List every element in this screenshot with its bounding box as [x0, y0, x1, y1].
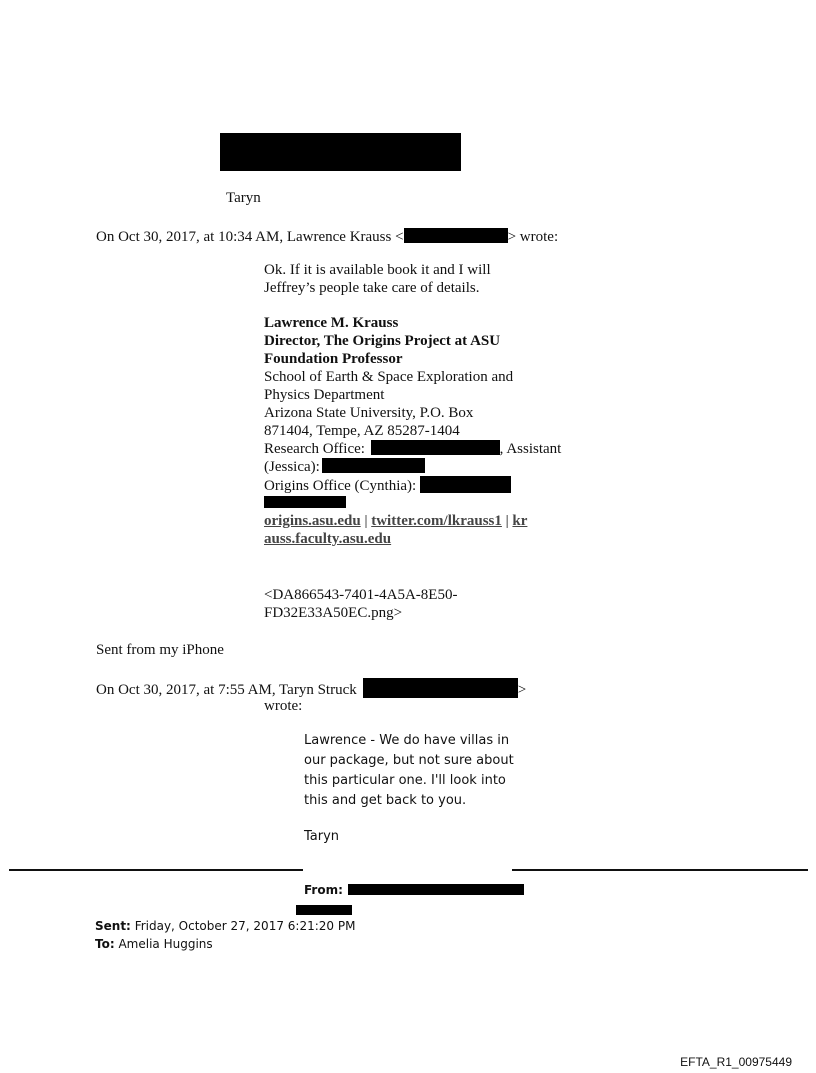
to-value: Amelia Huggins — [118, 937, 213, 951]
link-separator: | — [505, 513, 509, 529]
redacted-sender — [348, 884, 524, 895]
redacted-email — [404, 228, 508, 243]
attachment-name: FD32E33A50EC.png> — [264, 605, 403, 621]
signature-title: Foundation Professor — [264, 351, 403, 367]
signature-line: School of Earth & Space Exploration and — [264, 369, 514, 385]
origins-link[interactable]: origins.asu.edu — [264, 513, 361, 529]
sent-value: Friday, October 27, 2017 6:21:20 PM — [134, 919, 356, 933]
reply-header-prefix: On Oct 30, 2017, at 10:34 AM, Lawrence Krauss < — [96, 229, 404, 245]
sender-name-top: Taryn — [226, 190, 261, 206]
redacted-phone — [371, 440, 500, 455]
signature-line: Physics Department — [264, 387, 385, 403]
sent-from-line: Sent from my iPhone — [96, 642, 224, 658]
origins-office-label: Origins Office (Cynthia): — [264, 478, 417, 494]
original-to-row — [95, 935, 213, 953]
jessica-label: (Jessica): — [264, 459, 320, 475]
from-label: From: — [304, 883, 343, 897]
reply-header-suffix: > wrote: — [507, 229, 559, 245]
redacted-sender-continued — [296, 905, 352, 915]
signature-title: Director, The Origins Project at ASU — [264, 333, 501, 349]
sent-label: Sent: — [95, 919, 131, 933]
attachment-name: <DA866543-7401-4A5A-8E50- — [264, 587, 458, 603]
redacted-email — [264, 496, 346, 508]
reply-body-line: Jeffrey’s people take care of details. — [264, 280, 480, 296]
original-sent-row — [95, 917, 355, 935]
reply-body-line: Lawrence - We do have villas in — [304, 733, 510, 748]
signature-research-office — [264, 440, 564, 458]
assistant-label: , Assistant — [499, 441, 562, 457]
reply-header-suffix: > — [517, 682, 527, 698]
faculty-link-part1[interactable]: kr — [512, 513, 528, 529]
signature-origins-office — [264, 476, 564, 494]
original-from-row — [304, 881, 524, 899]
redacted-phone — [322, 458, 425, 473]
signature-jessica — [264, 458, 564, 476]
twitter-link[interactable]: twitter.com/lkrauss1 — [371, 513, 502, 529]
signature-redacted-email-row — [264, 494, 564, 512]
signature-name: Lawrence M. Krauss — [264, 315, 399, 331]
redaction-block-top — [220, 133, 461, 171]
reply-header-krauss — [96, 228, 558, 246]
signature-links — [264, 512, 564, 530]
reply-signoff: Taryn — [304, 829, 340, 844]
reply-body-line: our package, but not sure about — [304, 753, 514, 768]
signature-line: 871404, Tempe, AZ 85287-1404 — [264, 423, 460, 439]
research-office-label: Research Office: — [264, 441, 365, 457]
redacted-email — [363, 678, 518, 698]
divider-right — [512, 869, 808, 871]
reply-body-line: Ok. If it is available book it and I will — [264, 262, 491, 278]
signature-line: Arizona State University, P.O. Box — [264, 405, 474, 421]
faculty-link-part2[interactable]: auss.faculty.asu.edu — [264, 531, 392, 547]
document-id: EFTA_R1_00975449 — [680, 1055, 792, 1069]
link-separator: | — [364, 513, 368, 529]
email-signature — [264, 314, 564, 548]
redacted-phone — [420, 476, 511, 493]
divider-left — [9, 869, 303, 871]
reply-body-line: this particular one. I'll look into — [304, 773, 506, 788]
reply-header-struck — [96, 678, 526, 699]
to-label: To: — [95, 937, 115, 951]
reply-header-wrote: wrote: — [264, 698, 303, 714]
reply-body-line: this and get back to you. — [304, 793, 467, 808]
reply-header-prefix: On Oct 30, 2017, at 7:55 AM, Taryn Struck — [96, 682, 357, 698]
